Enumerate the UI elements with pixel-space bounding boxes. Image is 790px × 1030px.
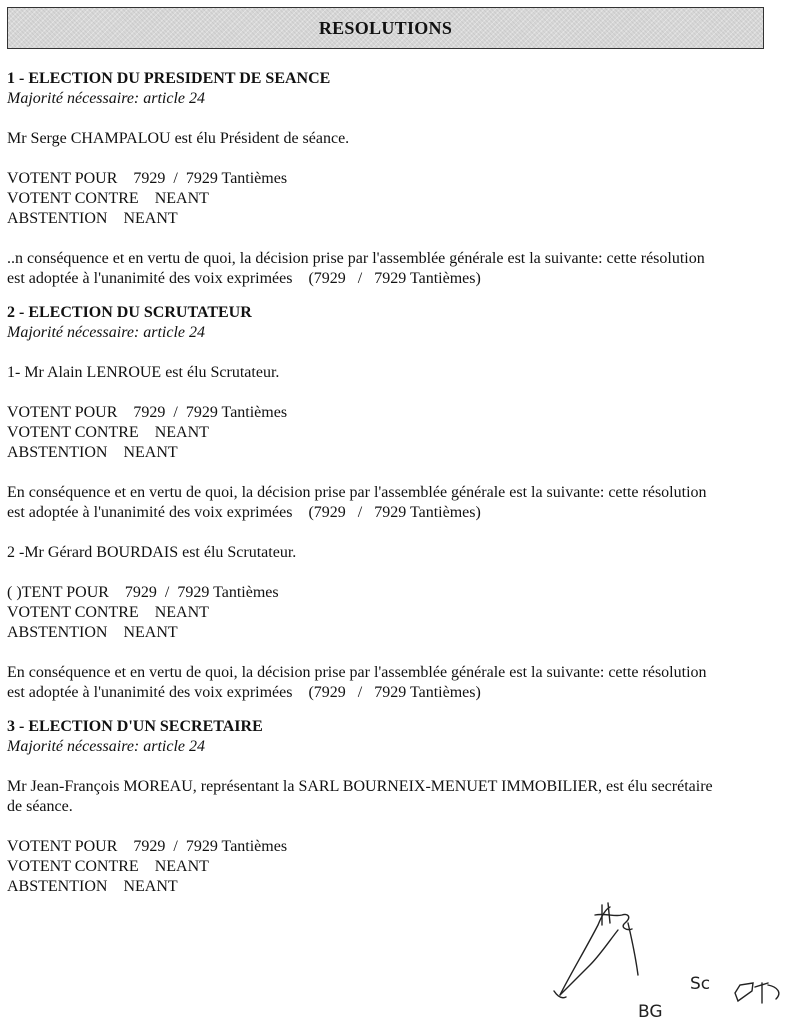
- resolution-title: 2 - ELECTION DU SCRUTATEUR: [7, 304, 252, 321]
- vote-abstention: ABSTENTION NEANT: [7, 878, 178, 895]
- vote-for: VOTENT POUR 7929 / 7929 Tantièmes: [7, 404, 288, 421]
- resolution-1: [7, 69, 785, 289]
- resolutions-banner: [7, 7, 764, 49]
- resolution-result: En conséquence et en vertu de quoi, la décision prise par l'assemblée générale est la suivante: cette résolution: [7, 664, 707, 681]
- signature-scribble: [554, 903, 638, 998]
- resolution-statement: Mr Serge CHAMPALOU est élu Président de séance.: [7, 130, 350, 147]
- resolution-result-cont: est adoptée à l'unanimité des voix exprimées (7929 / 7929 Tantièmes): [7, 270, 481, 287]
- resolution-statement: Mr Jean-François MOREAU, représentant la SARL BOURNEIX-MENUET IMMOBILIER, est élu secrétaire: [7, 778, 713, 795]
- resolution-result: En conséquence et en vertu de quoi, la décision prise par l'assemblée générale est la suivante: cette résolution: [7, 484, 707, 501]
- initials-bg: BG: [638, 1002, 663, 1022]
- resolution-title: 1 - ELECTION DU PRESIDENT DE SEANCE: [7, 70, 331, 87]
- resolution-result-cont: est adoptée à l'unanimité des voix exprimées (7929 / 7929 Tantièmes): [7, 504, 481, 521]
- resolution-result: ..n conséquence et en vertu de quoi, la décision prise par l'assemblée générale est la suivante: cette résolution: [7, 250, 705, 267]
- vote-for: VOTENT POUR 7929 / 7929 Tantièmes: [7, 170, 288, 187]
- vote-against: VOTENT CONTRE NEANT: [7, 604, 209, 621]
- signature-block: [540, 895, 790, 1024]
- initials-scribble: [735, 983, 779, 1003]
- handwritten-signatures: [540, 895, 790, 1024]
- vote-against: VOTENT CONTRE NEANT: [7, 190, 209, 207]
- vote-for: ( )TENT POUR 7929 / 7929 Tantièmes: [7, 584, 279, 601]
- initials-sc: Sc: [690, 974, 711, 994]
- resolution-statement-2: 2 -Mr Gérard BOURDAIS est élu Scrutateur.: [7, 544, 297, 561]
- document-body: [7, 69, 785, 897]
- page-title: RESOLUTIONS: [318, 18, 453, 38]
- majority-note: Majorité nécessaire: article 24: [7, 324, 206, 341]
- resolution-statement: 1- Mr Alain LENROUE est élu Scrutateur.: [7, 364, 280, 381]
- vote-for: VOTENT POUR 7929 / 7929 Tantièmes: [7, 838, 288, 855]
- majority-note: Majorité nécessaire: article 24: [7, 738, 206, 755]
- vote-against: VOTENT CONTRE NEANT: [7, 858, 209, 875]
- vote-against: VOTENT CONTRE NEANT: [7, 424, 209, 441]
- majority-note: Majorité nécessaire: article 24: [7, 90, 206, 107]
- resolution-statement-cont: de séance.: [7, 798, 73, 815]
- resolution-3: [7, 717, 785, 897]
- vote-abstention: ABSTENTION NEANT: [7, 624, 178, 641]
- vote-abstention: ABSTENTION NEANT: [7, 210, 178, 227]
- resolution-result-cont: est adoptée à l'unanimité des voix exprimées (7929 / 7929 Tantièmes): [7, 684, 481, 701]
- resolution-2: [7, 303, 785, 703]
- resolution-title: 3 - ELECTION D'UN SECRETAIRE: [7, 718, 263, 735]
- vote-abstention: ABSTENTION NEANT: [7, 444, 178, 461]
